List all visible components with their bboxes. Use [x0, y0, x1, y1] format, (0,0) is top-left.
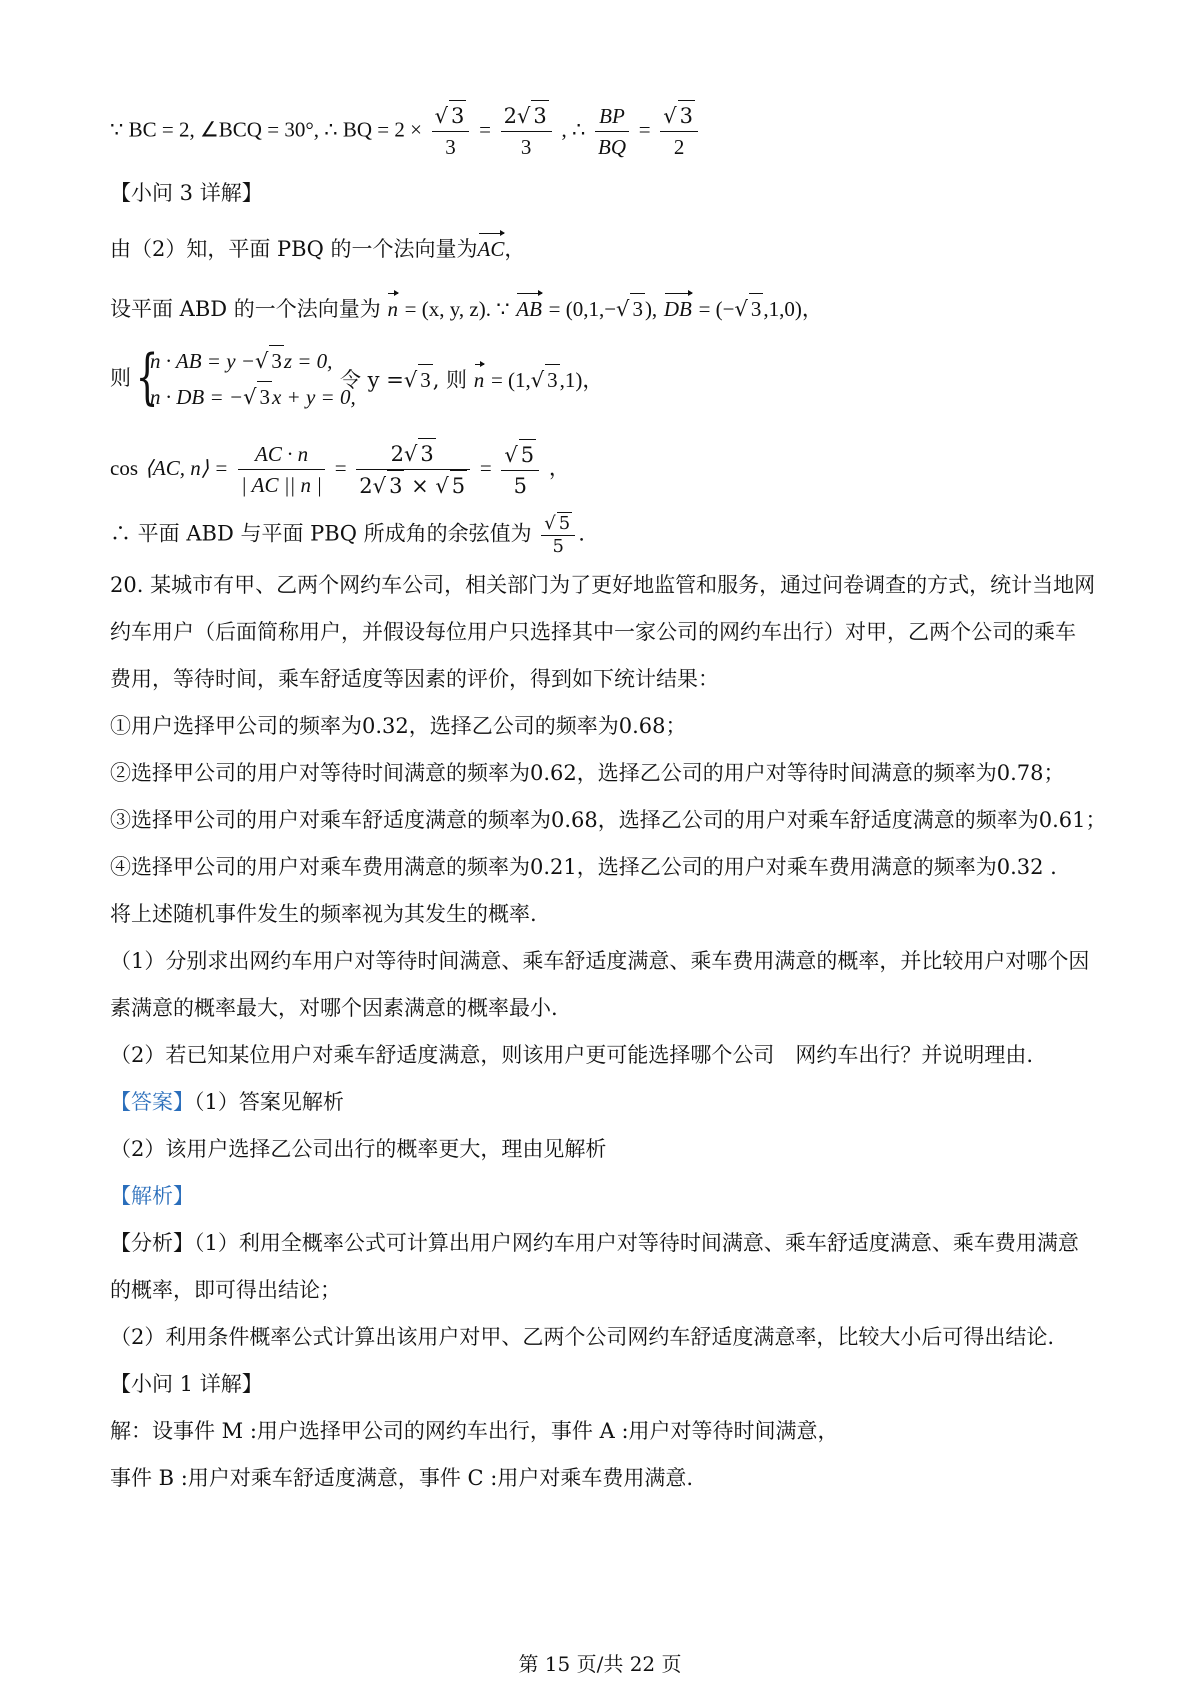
vector-ac: AC	[478, 232, 505, 264]
system-row-1: n · AB = y −√ 3z = 0,	[150, 345, 332, 376]
frac-sqrt5-over-5: $\frac{√ 5}{5}$	[501, 439, 539, 501]
analysis-line-1: 【分析】（1）利用全概率公式可计算出用户网约车用户对等待时间满意、乘车舒适度满意、乘车费用满意	[110, 1231, 1079, 1255]
q20-line-9: （1）分别求出网约车用户对等待时间满意、乘车舒适度满意、乘车费用满意的概率，并比较用户对哪个因	[110, 949, 1090, 973]
q20-line-5: ②选择甲公司的用户对等待时间满意的频率为0.62，选择乙公司的用户对等待时间满意的频率为0.78；	[110, 761, 1065, 785]
brace-icon: {	[135, 342, 159, 412]
q20-line-7: ④选择甲公司的用户对乘车费用满意的频率为0.21，选择乙公司的用户对乘车费用满意的频率为0.32 .	[110, 855, 1057, 879]
sub3-heading: 【小问 3 详解】	[110, 181, 263, 205]
frac-sqrt3-over-2: $\frac{√ 3}{2}$	[660, 100, 698, 162]
frac-2sqrt3-over-product: $\frac{2√ 3}{2√ 3 \times √ 5}$	[356, 438, 470, 501]
q20-line-8: 将上述随机事件发生的频率视为其发生的概率.	[110, 902, 537, 926]
solution-line-1: 解：设事件 M :用户选择甲公司的网约车出行，事件 A :用户对等待时间满意，	[110, 1419, 839, 1443]
equation-system: 则 { n · AB = y −√ 3z = 0, n · DB = −√ 3x + y = 0, 令 y =√ 3, 则 n = (1,√ 3,1)，	[110, 342, 604, 412]
frac-2sqrt3-over-3: $\frac{2√ 3}{3}$	[501, 100, 552, 162]
set-normal-n-line: 设平面 ABD 的一个法向量为 n = (x, y, z). ∵ AB = (0,1,−√ 3), DB = (−√ 3,1,0)，	[110, 292, 823, 324]
frac-dot-over-norms: $\frac{AC \cdot n}{| AC || n |}$	[238, 439, 325, 500]
q20-line-11: （2）若已知某位用户对乘车舒适度满意，则该用户更可能选择哪个公司 网约车出行？并说明理由.	[110, 1043, 1034, 1067]
analysis-line-2: 的概率，即可得出结论；	[110, 1278, 341, 1302]
answer-line-2: （2）该用户选择乙公司出行的概率更大，理由见解析	[110, 1137, 607, 1161]
frac-sqrt5-over-5-small: $\frac{√ 5}{5}$	[541, 512, 575, 558]
page-footer: 第 15 页/共 22 页	[518, 1652, 682, 1676]
normal-pbq-line: 由（2）知，平面 PBQ 的一个法向量为AC，	[110, 232, 525, 264]
q20-line-4: ①用户选择甲公司的频率为0.32，选择乙公司的频率为0.68；	[110, 714, 687, 738]
system-row-2: n · DB = −√ 3x + y = 0,	[150, 381, 356, 412]
q20-line-2: 约车用户（后面简称用户，并假设每位用户只选择其中一家公司的网约车出行）对甲，乙两个公司的乘车	[110, 620, 1076, 644]
cos-line: cos ⟨AC, n⟩ = $\frac{AC \cdot n}{| AC || n |}$ = $\frac{2√ 3}{2√ 3 \times √ 5}$ = $\frac{√ 5}{5}$ ，	[110, 438, 570, 501]
analysis-line-3: （2）利用条件概率公式计算出该用户对甲、乙两个公司网约车舒适度满意率，比较大小后可得出结论.	[110, 1325, 1055, 1349]
solution-line-2: 事件 B :用户对乘车舒适度满意，事件 C :用户对乘车费用满意.	[110, 1466, 694, 1490]
answer-line-1: 【答案】（1）答案见解析	[110, 1090, 344, 1114]
eq-bq: ∵ BC = 2, ∠BCQ = 30°, ∴ BQ = 2 × $\frac{√ 3}{3}$ = $\frac{2√ 3}{3}$ , ∴ $\frac{BP}{BQ}$ = $\frac{√ 3}{2}$	[110, 100, 701, 162]
sub1-heading: 【小问 1 详解】	[110, 1372, 263, 1396]
frac-sqrt3-over-3: $\frac{√ 3}{3}$	[432, 100, 470, 162]
q20-line-3: 费用，等待时间，乘车舒适度等因素的评价，得到如下统计结果：	[110, 667, 719, 691]
let-y-line: 令 y =√ 3, 则 n = (1,√ 3,1)，	[340, 363, 603, 395]
analysis-tag: 【解析】	[110, 1184, 194, 1208]
q20-line-10: 素满意的概率最大，对哪个因素满意的概率最小.	[110, 996, 558, 1020]
frac-bp-over-bq: $\frac{BP}{BQ}$	[595, 101, 629, 162]
q20-line-1: 20. 某城市有甲、乙两个网约车公司，相关部门为了更好地监管和服务，通过问卷调查的方式，统计当地网	[110, 573, 1096, 597]
q20-line-6: ③选择甲公司的用户对乘车舒适度满意的频率为0.68，选择乙公司的用户对乘车舒适度满意的频率为0.61；	[110, 808, 1107, 832]
conclusion-line: ∴ 平面 ABD 与平面 PBQ 所成角的余弦值为 $\frac{√ 5}{5}$ .	[110, 513, 585, 557]
answer-tag: 【答案】	[110, 1090, 194, 1114]
